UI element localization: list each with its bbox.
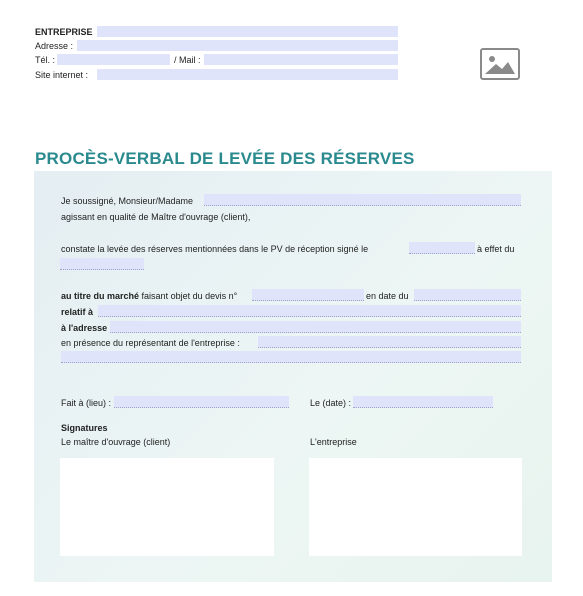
adresse-label: Adresse : bbox=[35, 41, 74, 51]
devis-field[interactable] bbox=[252, 289, 364, 301]
adresse-chantier-field[interactable] bbox=[110, 321, 521, 333]
representant-field[interactable] bbox=[258, 336, 521, 348]
site-field[interactable] bbox=[97, 69, 398, 80]
titre-marche-label bbox=[61, 290, 237, 302]
presence-label: en présence du représentant de l'entreprise : bbox=[61, 338, 240, 348]
signature-box-entreprise[interactable] bbox=[309, 458, 522, 556]
entreprise-sign-label: L'entreprise bbox=[310, 437, 357, 447]
representant-field-2[interactable] bbox=[61, 351, 521, 363]
effet-date-field[interactable] bbox=[60, 258, 144, 270]
signatures-label: Signatures bbox=[61, 423, 108, 433]
tel-field[interactable] bbox=[57, 54, 170, 65]
image-placeholder-icon[interactable] bbox=[480, 48, 520, 80]
date-devis-field[interactable] bbox=[414, 289, 521, 301]
date-field[interactable] bbox=[353, 396, 493, 408]
tel-label: Tél. : bbox=[35, 55, 56, 65]
mail-field[interactable] bbox=[204, 54, 398, 65]
maitre-ouvrage-label: Le maître d'ouvrage (client) bbox=[61, 437, 171, 447]
site-label: Site internet : bbox=[35, 70, 89, 80]
relatif-field[interactable] bbox=[98, 305, 521, 317]
adresse-field[interactable] bbox=[77, 40, 398, 51]
en-date-label: en date du bbox=[366, 291, 409, 301]
titre-marche-bold: au titre du marché bbox=[61, 291, 140, 301]
entreprise-field[interactable] bbox=[97, 26, 398, 37]
le-date-label: Le (date) : bbox=[310, 398, 352, 408]
entreprise-label: ENTREPRISE bbox=[35, 27, 93, 37]
qualite-label: agissant en qualité de Maître d'ouvrage (client), bbox=[61, 212, 251, 222]
relatif-label: relatif à bbox=[61, 307, 94, 317]
date-pv-field[interactable] bbox=[409, 242, 475, 254]
constate-label: constate la levée des réserves mentionnées dans le PV de réception signé le bbox=[61, 244, 369, 254]
soussigne-label: Je soussigné, Monsieur/Madame bbox=[61, 196, 194, 206]
titre-marche-rest: faisant objet du devis n° bbox=[141, 291, 238, 301]
lieu-field[interactable] bbox=[114, 396, 289, 408]
image-icon bbox=[482, 50, 518, 78]
page-title: PROCÈS-VERBAL DE LEVÉE DES RÉSERVES bbox=[35, 149, 415, 168]
adresse-chantier-label: à l'adresse bbox=[61, 323, 108, 333]
signature-box-client[interactable] bbox=[60, 458, 274, 556]
fait-a-label: Fait à (lieu) : bbox=[61, 398, 112, 408]
effet-du-label: à effet du bbox=[477, 244, 515, 254]
nom-field[interactable] bbox=[204, 194, 521, 206]
mail-label: / Mail : bbox=[174, 55, 201, 65]
